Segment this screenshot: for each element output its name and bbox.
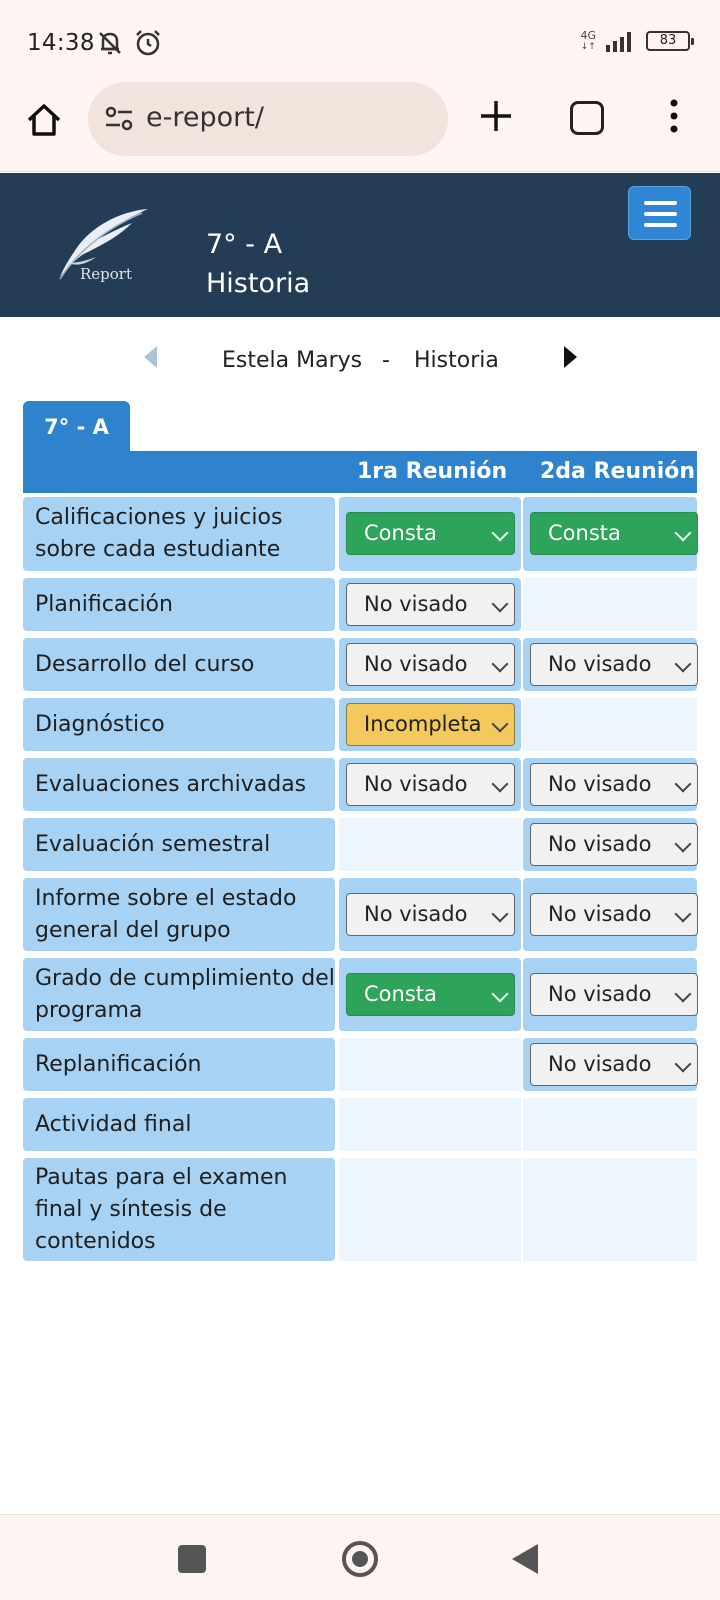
chevron-down-icon	[492, 716, 509, 733]
recents-icon[interactable]	[178, 1545, 206, 1573]
row-label: Pautas para el examen final y síntesis de contenidos	[23, 1158, 335, 1261]
table-row	[23, 878, 697, 951]
table-row	[23, 958, 697, 1031]
network-type: 4G ↓↑	[580, 28, 596, 52]
alarm-icon	[133, 28, 163, 58]
address-bar[interactable]	[88, 82, 448, 156]
chevron-down-icon	[675, 906, 692, 923]
menu-button[interactable]	[628, 186, 691, 240]
table-row	[23, 638, 697, 691]
row-label: Calificaciones y juicios sobre cada estudiante	[23, 497, 335, 571]
status-select[interactable]: No visado	[530, 763, 698, 806]
status-cell	[523, 497, 697, 571]
chevron-down-icon	[492, 596, 509, 613]
status-cell	[523, 1038, 697, 1091]
next-arrow-icon[interactable]	[564, 346, 577, 368]
status-select[interactable]: No visado	[346, 893, 515, 936]
more-icon[interactable]	[664, 96, 684, 136]
empty-cell	[339, 1158, 521, 1261]
plus-icon[interactable]	[476, 96, 516, 136]
signal-icon	[606, 30, 636, 52]
status-cell	[523, 958, 697, 1031]
home-icon[interactable]	[24, 100, 64, 140]
chevron-down-icon	[675, 1056, 692, 1073]
status-cell	[523, 818, 697, 871]
app-header	[0, 173, 720, 317]
status-cell	[523, 638, 697, 691]
row-label: Diagnóstico	[23, 698, 335, 751]
chevron-down-icon	[675, 525, 692, 542]
row-label: Evaluaciones archivadas	[23, 758, 335, 811]
status-select[interactable]: No visado	[530, 893, 698, 936]
status-cell	[339, 698, 521, 751]
table-row	[23, 1098, 697, 1151]
chevron-down-icon	[492, 986, 509, 1003]
status-select[interactable]: No visado	[530, 1043, 698, 1086]
table-row	[23, 758, 697, 811]
status-right	[580, 30, 690, 52]
back-icon[interactable]	[512, 1544, 538, 1574]
teacher-name: Estela Marys	[222, 348, 363, 373]
chevron-down-icon	[675, 776, 692, 793]
logo-text: Report	[80, 265, 133, 283]
row-label: Replanificación	[23, 1038, 335, 1091]
tabs-icon[interactable]	[570, 101, 604, 135]
status-select[interactable]: No visado	[530, 823, 698, 866]
status-cell	[339, 878, 521, 951]
row-label: Informe sobre el estado general del grupo	[23, 878, 335, 951]
status-select[interactable]: No visado	[346, 643, 515, 686]
chevron-down-icon	[675, 656, 692, 673]
status-select[interactable]: No visado	[346, 583, 515, 626]
chevron-down-icon	[675, 836, 692, 853]
table-row	[23, 578, 697, 631]
browser-toolbar	[0, 80, 720, 172]
empty-cell	[339, 1038, 521, 1091]
status-select[interactable]: No visado	[530, 643, 698, 686]
table-row	[23, 818, 697, 871]
status-select[interactable]: Consta	[346, 512, 515, 555]
empty-cell	[339, 1098, 521, 1151]
url-text: e-report/	[146, 102, 264, 133]
row-label: Actividad final	[23, 1098, 335, 1151]
row-label: Evaluación semestral	[23, 818, 335, 871]
status-cell	[339, 638, 521, 691]
row-label: Grado de cumplimiento del programa	[23, 958, 335, 1031]
chevron-down-icon	[492, 656, 509, 673]
chevron-down-icon	[492, 525, 509, 542]
status-time: 14:38	[27, 30, 95, 56]
row-label: Desarrollo del curso	[23, 638, 335, 691]
empty-cell	[523, 578, 697, 631]
table-row	[23, 497, 697, 571]
table-row	[23, 698, 697, 751]
row-label: Planificación	[23, 578, 335, 631]
previous-arrow-icon[interactable]	[144, 346, 157, 368]
hamburger-icon	[644, 201, 677, 205]
status-select[interactable]: Consta	[530, 512, 698, 555]
site-settings-icon[interactable]	[104, 106, 134, 132]
header-subject: Historia	[206, 268, 311, 299]
status-cell	[339, 958, 521, 1031]
column-header-2: 2da Reunión	[540, 459, 696, 484]
status-cell	[523, 758, 697, 811]
status-select[interactable]: Consta	[346, 973, 515, 1016]
status-cell	[523, 878, 697, 951]
battery-icon: 83	[646, 31, 690, 51]
bell-off-icon	[95, 28, 125, 58]
chevron-down-icon	[492, 906, 509, 923]
table-header	[23, 451, 697, 493]
status-cell	[339, 497, 521, 571]
chevron-down-icon	[675, 986, 692, 1003]
table-row	[23, 1038, 697, 1091]
status-cell	[339, 758, 521, 811]
empty-cell	[339, 818, 521, 871]
status-select[interactable]: No visado	[346, 763, 515, 806]
status-select[interactable]: Incompleta	[346, 703, 515, 746]
status-bar	[0, 0, 720, 80]
navigator-separator: -	[382, 348, 390, 373]
table-row	[23, 1158, 697, 1261]
empty-cell	[523, 1098, 697, 1151]
status-cell	[339, 578, 521, 631]
chevron-down-icon	[492, 776, 509, 793]
empty-cell	[523, 698, 697, 751]
tab-group[interactable]: 7° - A	[23, 401, 130, 453]
column-header-1: 1ra Reunión	[357, 459, 508, 484]
system-navigation-bar	[0, 1514, 720, 1600]
home-circle-icon[interactable]	[342, 1541, 378, 1577]
navigator-subject: Historia	[414, 348, 499, 373]
empty-cell	[523, 1158, 697, 1261]
header-group: 7° - A	[206, 229, 283, 260]
status-select[interactable]: No visado	[530, 973, 698, 1016]
teacher-navigator	[0, 340, 720, 380]
